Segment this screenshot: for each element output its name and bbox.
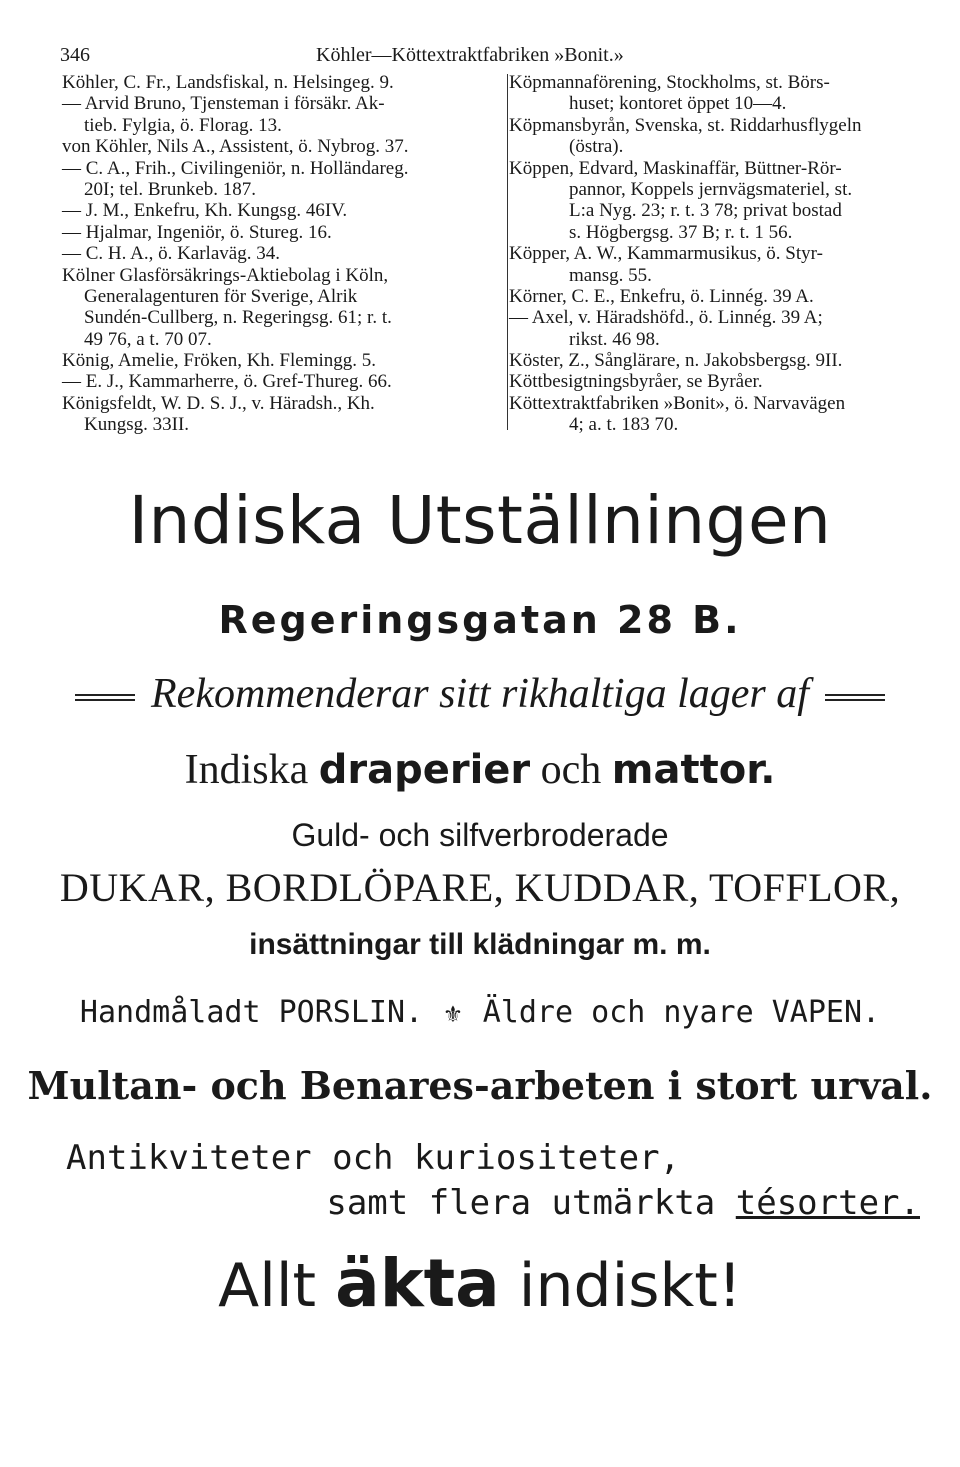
right-column [509,72,940,436]
entry-line: rikst. 46 98. [569,328,660,350]
fleur-ornament-icon: ⚜ [445,999,461,1029]
entry-line: Köpmansbyrån, Svenska, st. Riddarhusflygeln [509,114,862,136]
column-divider [507,74,508,430]
weapons-text: Äldre och nyare VAPEN. [482,995,881,1030]
entry-line: Köhler, C. Fr., Landsfiskal, n. Helsingeg. 9. [62,72,394,93]
entry-line: Generalagenturen för Sverige, Alrik [84,285,358,307]
advert-tea-line [0,1183,920,1223]
advert-antiques-line: Antikviteter och kuriositeter, [66,1138,681,1178]
entry-line: 49 76, a t. 70 07. [84,328,212,350]
word-indiska: Indiska [184,747,309,793]
entry-line: von Köhler, Nils A., Assistent, ö. Nybrog. 37. [62,136,409,158]
advert-recommend-line [0,670,960,718]
word-akta: äkta [335,1245,500,1322]
entry-line: — Axel, v. Häradshöfd., ö. Linnég. 39 A; [509,307,823,329]
entry-line: Köppen, Edvard, Maskinaffär, Büttner-Rör- [509,157,842,179]
entry-line: Kölner Glasförsäkrings-Aktiebolag i Köln, [62,264,389,286]
entry-line: Köpper, A. W., Kammarmusikus, ö. Styr- [509,243,823,265]
entry-line: — C. H. A., ö. Karlaväg. 34. [62,243,280,265]
entry-line: — C. A., Frih., Civilingeniör, n. Holländareg. [62,157,409,179]
entry-line: 20I; tel. Brunkeb. 187. [84,178,257,200]
entry-line: Körner, C. E., Enkefru, ö. Linnég. 39 A. [509,285,814,307]
advert-porcelain-line [0,995,960,1030]
entry-line: Sundén-Cullberg, n. Regeringsg. 61; r. t. [84,307,392,329]
advert-inserts-line: insättningar till klädningar m. m. [249,928,711,961]
word-allt: Allt [218,1251,317,1321]
advert-address: Regeringsgatan 28 B. [218,598,742,642]
tea-text: samt flera utmärkta [326,1183,716,1223]
entry-line: mansg. 55. [569,264,652,286]
entry-line: (östra). [569,136,624,158]
word-och: och [540,747,602,793]
word-indiskt: indiskt! [518,1251,742,1321]
entry-line: — E. J., Kammarherre, ö. Gref-Thureg. 66. [62,371,392,393]
entry-line: tieb. Fylgia, ö. Florag. 13. [84,114,282,136]
entry-line: s. Högbergsg. 37 B; r. t. 1 56. [569,221,793,243]
double-rule-left [75,694,135,701]
left-column [62,72,500,436]
double-rule-right [825,694,885,701]
entry-line: — Hjalmar, Ingeniör, ö. Stureg. 16. [62,221,332,243]
entry-line: 4; a. t. 183 70. [569,414,679,436]
word-mattor: mattor. [611,747,776,793]
entry-line: — Arvid Bruno, Tjensteman i försäkr. Ak- [62,93,385,115]
advert-multan-line: Multan- och Benares-arbeten i stort urval. [27,1063,933,1108]
tea-sorts-text: tésorter. [735,1183,920,1223]
porcelain-text: Handmåladt PORSLIN. [79,995,424,1030]
entry-line: König, Amelie, Fröken, Kh. Flemingg. 5. [62,350,377,372]
entry-line: Köttextraktfabriken »Bonit», ö. Narvavägen [509,392,846,414]
entry-line: Köster, Z., Sånglärare, n. Jakobsbergsg. 9II. [509,350,843,372]
advert-draperies-line [0,746,960,794]
page-header [60,44,940,72]
advert-products-line: DUKAR, BORDLÖPARE, KUDDAR, TOFFLOR, [59,865,901,910]
entry-line: Königsfeldt, W. D. S. J., v. Häradsh., Kh. [62,392,375,414]
entry-line: pannor, Koppels jernvägsmateriel, st. [569,178,853,200]
entry-line: — J. M., Enkefru, Kh. Kungsg. 46IV. [62,200,348,222]
page-number: 346 [60,44,90,66]
running-title: Köhler—Köttextraktfabriken »Bonit.» [316,44,624,66]
advert-embroidered-line: Guld- och silfverbroderade [291,817,669,853]
entry-line: Köpmannaförening, Stockholms, st. Börs- [509,72,830,93]
advert-title: Indiska Utställningen [128,482,832,559]
recommend-text: Rekommenderar sitt rikhaltiga lager af [151,671,809,717]
entry-line: huset; kontoret öppet 10—4. [569,93,787,115]
word-draperier: draperier [318,747,531,793]
advert-closing-line [0,1245,960,1322]
entry-line: L:a Nyg. 23; r. t. 3 78; privat bostad [569,200,842,222]
entry-line: Köttbesigtningsbyråer, se Byråer. [509,371,763,393]
entry-line: Kungsg. 33II. [84,414,190,436]
